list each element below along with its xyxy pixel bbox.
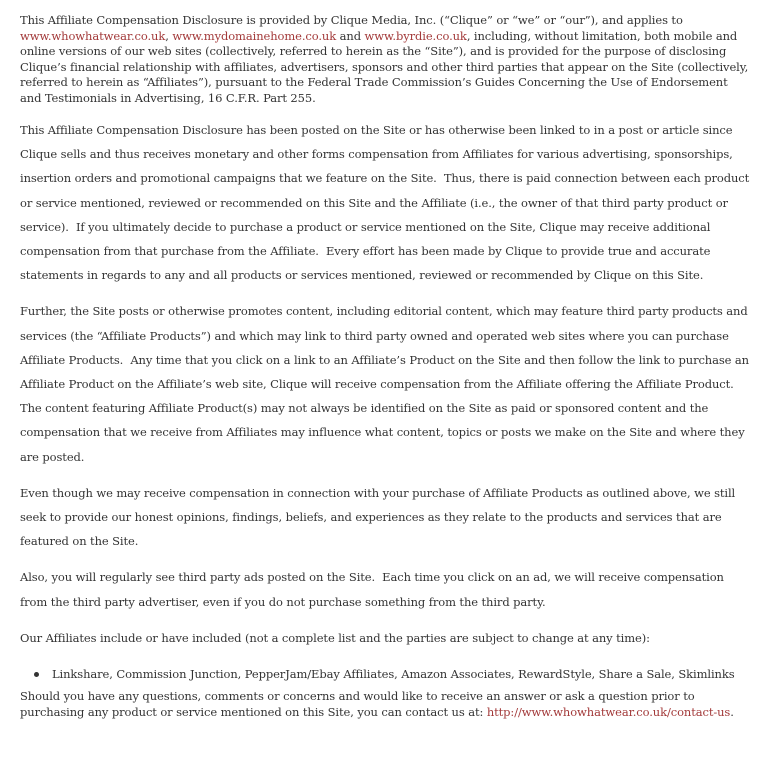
affiliate-products-paragraph: Further, the Site posts or otherwise promotes content, including editorial content, which may feature third party products and services (the “Affiliate Products”) and which may link to third party owned and operated web sites where you can purchase Affiliate Products. Any time that you click on a link to an Affiliate’s Product on the Site and then follow the link to purchase an Affiliate Product on the Affiliate’s web site, Clique will receive compensation from the Affiliate offering the Affiliate Product. The content featuring Affiliate Product(s) may not always be identified on the Site as paid or sponsored content and the compensation that we receive from Affiliates may influence what content, topics or posts we make on the Site and where they are posted. bbox=[20, 304, 749, 464]
contact-us-link[interactable]: http://www.whowhatwear.co.uk/contact-us bbox=[486, 704, 731, 719]
disclosure-content bbox=[20, 13, 750, 720]
mydomainehome-link[interactable]: www.mydomainehome.co.uk bbox=[172, 28, 337, 43]
affiliates-list bbox=[20, 662, 750, 686]
byrdie-link[interactable]: www.byrdie.co.uk bbox=[364, 28, 467, 43]
intro-text-start: This Affiliate Compensation Disclosure is provided by Clique Media, Inc. (“Clique” or “we” or “our”), and applies to bbox=[20, 13, 683, 27]
contact-period: . bbox=[730, 704, 734, 719]
contact-paragraph bbox=[20, 689, 750, 720]
intro-separator-2: and bbox=[336, 28, 365, 43]
list-item bbox=[34, 662, 750, 686]
third-party-ads-paragraph: Also, you will regularly see third party ads posted on the Site. Each time you click on an ad, we will receive compensation from the third party advertiser, even if you do not purchase something from the third party. bbox=[20, 570, 724, 609]
bullet-icon bbox=[34, 672, 39, 677]
intro-separator-1: , bbox=[165, 28, 173, 43]
affiliates-list-text: Linkshare, Commission Junction, PepperJam/Ebay Affiliates, Amazon Associates, RewardStyle, Share a Sale, Skimlinks bbox=[52, 667, 735, 682]
intro-paragraph bbox=[20, 13, 750, 106]
posted-paragraph: This Affiliate Compensation Disclosure has been posted on the Site or has otherwise been linked to in a post or article since Clique sells and thus receives monetary and other forms compensation from Affiliates for various advertising, sponsorships, insertion orders and promotional campaigns that we feature on the Site. Thus, there is paid connection between each product or service mentioned, reviewed or recommended on this Site and the Affiliate (i.e., the owner of that third party product or service). If you ultimately decide to purchase a product or service mentioned on the Site, Clique may receive additional compensation from that purchase from the Affiliate. Every effort has been made by Clique to provide true and accurate statements in regards to any and all products or services mentioned, reviewed or recommended by Clique on this Site. bbox=[20, 123, 750, 283]
whowhatwear-link[interactable]: www.whowhatwear.co.uk bbox=[20, 28, 166, 43]
affiliates-intro-paragraph: Our Affiliates include or have included (not a complete list and the parties are subject to change at any time): bbox=[20, 630, 650, 645]
honest-opinions-paragraph: Even though we may receive compensation in connection with your purchase of Affiliate Products as outlined above, we still seek to provide our honest opinions, findings, beliefs, and experiences as they relate to the products and services that are featured on the Site. bbox=[20, 485, 736, 549]
intro-text-end: , including, without limitation, both mobile and online versions of our web sites (collectively, referred to herein as the “Site”), and is provided for the purpose of disclosing Clique’s financial relationship with affiliates, advertisers, sponsors and other third parties that appear on the Site (collectively, referred to herein as “Affiliates”), pursuant to the Federal Trade Commission’s Guides Concerning the Use of Endorsement and Testimonials in Advertising, 16 C.F.R. Part 255. bbox=[20, 28, 749, 105]
contact-text: Should you have any questions, comments or concerns and would like to receive an answer or ask a question prior to purchasing any product or service mentioned on this Site, you can contact us at: bbox=[20, 689, 695, 719]
